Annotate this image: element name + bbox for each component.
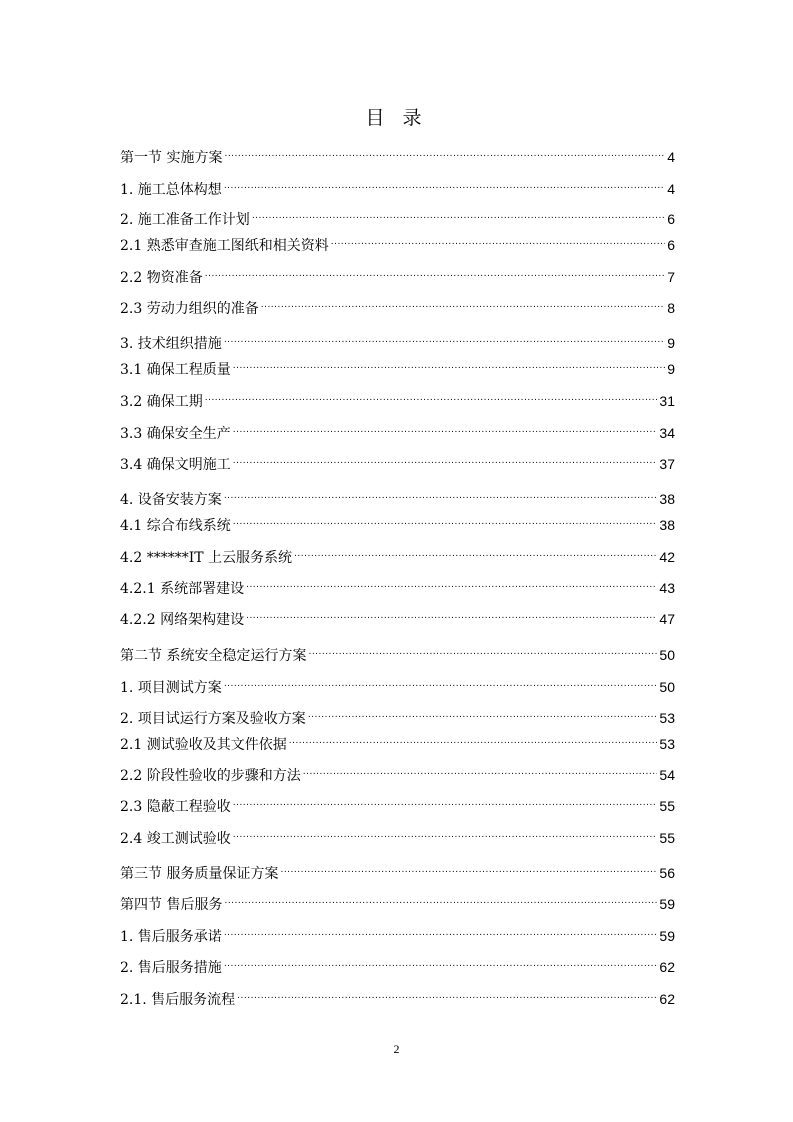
toc-entry-page: 42 [659,549,675,565]
toc-entry[interactable] [120,889,675,913]
toc-entry-label: 2.1 测试验收及其文件依据 [120,737,287,753]
toc-entry[interactable] [120,703,675,727]
toc-entry-label: 2. 施工准备工作计划 [120,212,250,228]
toc-entry-page: 8 [667,300,675,316]
toc-entry-label: 2.3 劳动力组织的准备 [120,301,259,317]
toc-entry[interactable] [120,573,675,597]
toc-entry-page: 54 [659,767,675,783]
toc-entry-label: 第二节 系统安全稳定运行方案 [120,648,307,664]
toc-entry-page: 50 [659,647,675,663]
toc-dot-leader [331,230,665,250]
toc-entry[interactable] [120,952,675,976]
toc-dot-leader [224,142,665,162]
toc-dot-leader [224,174,665,194]
toc-entry-label: 3.2 确保工期 [120,394,203,410]
toc-entry-label: 1. 售后服务承诺 [120,929,222,945]
page-number: 2 [393,1042,400,1056]
toc-dot-leader [205,386,658,406]
toc-entry[interactable] [120,729,675,753]
toc-dot-leader [224,672,658,692]
toc-entry-page: 6 [667,237,675,253]
toc-entry[interactable] [120,354,675,378]
toc-entry-page: 9 [667,361,675,377]
toc-entry[interactable] [120,293,675,317]
toc-entry-page: 34 [659,425,675,441]
toc-dot-leader [233,418,658,438]
toc-entry[interactable] [120,174,675,198]
toc-entry-label: 4.2.2 网络架构建设 [120,612,245,628]
toc-dot-leader [303,760,658,780]
toc-dot-leader [289,729,658,749]
toc-entry-page: 47 [659,611,675,627]
toc-entry-page: 31 [659,393,675,409]
toc-entry-label: 3.1 确保工程质量 [120,362,231,378]
toc-entry-page: 55 [659,798,675,814]
toc-dot-leader [224,952,658,972]
toc-dot-leader [224,328,665,348]
toc-entry[interactable] [120,386,675,410]
toc-dot-leader [308,703,658,723]
toc-entry-label: 1. 项目测试方案 [120,680,222,696]
toc-entry[interactable] [120,823,675,847]
toc-entry-page: 38 [659,491,675,507]
toc-entry-page: 55 [659,830,675,846]
toc-entry-page: 56 [659,865,675,881]
toc-dot-leader [246,573,657,593]
toc-entry-page: 4 [667,181,675,197]
toc-dot-leader [237,984,657,1004]
toc-entry[interactable] [120,542,675,566]
toc-entry[interactable] [120,984,675,1008]
toc-entry-label: 3.3 确保安全生产 [120,426,231,442]
toc-entry[interactable] [120,760,675,784]
toc-dot-leader [233,510,658,530]
toc-dot-leader [205,262,665,282]
toc-dot-leader [224,889,657,909]
toc-entry-label: 2.4 竣工测试验收 [120,831,231,847]
toc-entry-label: 3.4 确保文明施工 [120,457,231,473]
toc-entry[interactable] [120,204,675,228]
toc-entry-label: 2.1. 售后服务流程 [120,992,236,1008]
toc-entry-page: 38 [659,517,675,533]
toc-entry[interactable] [120,672,675,696]
toc-entry[interactable] [120,328,675,352]
toc-dot-leader [233,449,658,469]
toc-dot-leader [308,640,657,660]
toc-entry-label: 1. 施工总体构想 [120,182,222,198]
toc-entry-page: 62 [659,959,675,975]
toc-entry-page: 53 [659,710,675,726]
toc-entry-page: 50 [659,679,675,695]
toc-entry-page: 62 [659,991,675,1007]
toc-entry-label: 4.2 ******IT 上云服务系统 [120,550,293,566]
toc-entry[interactable] [120,230,675,254]
toc-entry-page: 4 [667,149,675,165]
toc-dot-leader [224,921,658,941]
toc-entry[interactable] [120,449,675,473]
toc-dot-leader [233,823,658,843]
toc-entry-page: 59 [659,928,675,944]
toc-entry[interactable] [120,640,675,664]
toc-entry-page: 9 [667,335,675,351]
toc-dot-leader [233,791,658,811]
toc-entry[interactable] [120,510,675,534]
toc-entry-label: 2.1 熟悉审查施工图纸和相关资料 [120,238,329,254]
toc-entry-page: 37 [659,456,675,472]
toc-entry-label: 第三节 服务质量保证方案 [120,866,279,882]
toc-entry-label: 2.2 阶段性验收的步骤和方法 [120,768,301,784]
toc-entry-label: 第一节 实施方案 [120,150,223,166]
toc-entry[interactable] [120,791,675,815]
toc-entry-label: 2.3 隐蔽工程验收 [120,799,231,815]
toc-entry-page: 43 [659,580,675,596]
toc-title: 目 录 [365,107,428,129]
toc-dot-leader [246,604,657,624]
toc-entry[interactable] [120,262,675,286]
toc-entry-label: 4. 设备安装方案 [120,492,222,508]
toc-entry-label: 2. 项目试运行方案及验收方案 [120,711,306,727]
toc-entry[interactable] [120,604,675,628]
toc-entry-label: 第四节 售后服务 [120,897,223,913]
toc-entry-label: 4.1 综合布线系统 [120,518,231,534]
toc-entry-label: 2.2 物资准备 [120,270,203,286]
toc-entry-page: 6 [667,211,675,227]
toc-dot-leader [280,858,657,878]
toc-entry[interactable] [120,418,675,442]
toc-entry-page: 59 [659,896,675,912]
toc-entry-label: 2. 售后服务措施 [120,960,222,976]
toc-entry[interactable] [120,142,675,166]
toc-entry[interactable] [120,484,675,508]
toc-entry[interactable] [120,921,675,945]
toc-entry-page: 7 [667,269,675,285]
toc-dot-leader [233,354,665,374]
toc-dot-leader [252,204,665,224]
toc-entry[interactable] [120,858,675,882]
toc-dot-leader [294,542,657,562]
toc-dot-leader [261,293,665,313]
toc-entry-page: 53 [659,736,675,752]
toc-entry-label: 3. 技术组织措施 [120,336,222,352]
toc-dot-leader [224,484,658,504]
toc-entry-label: 4.2.1 系统部署建设 [120,581,245,597]
